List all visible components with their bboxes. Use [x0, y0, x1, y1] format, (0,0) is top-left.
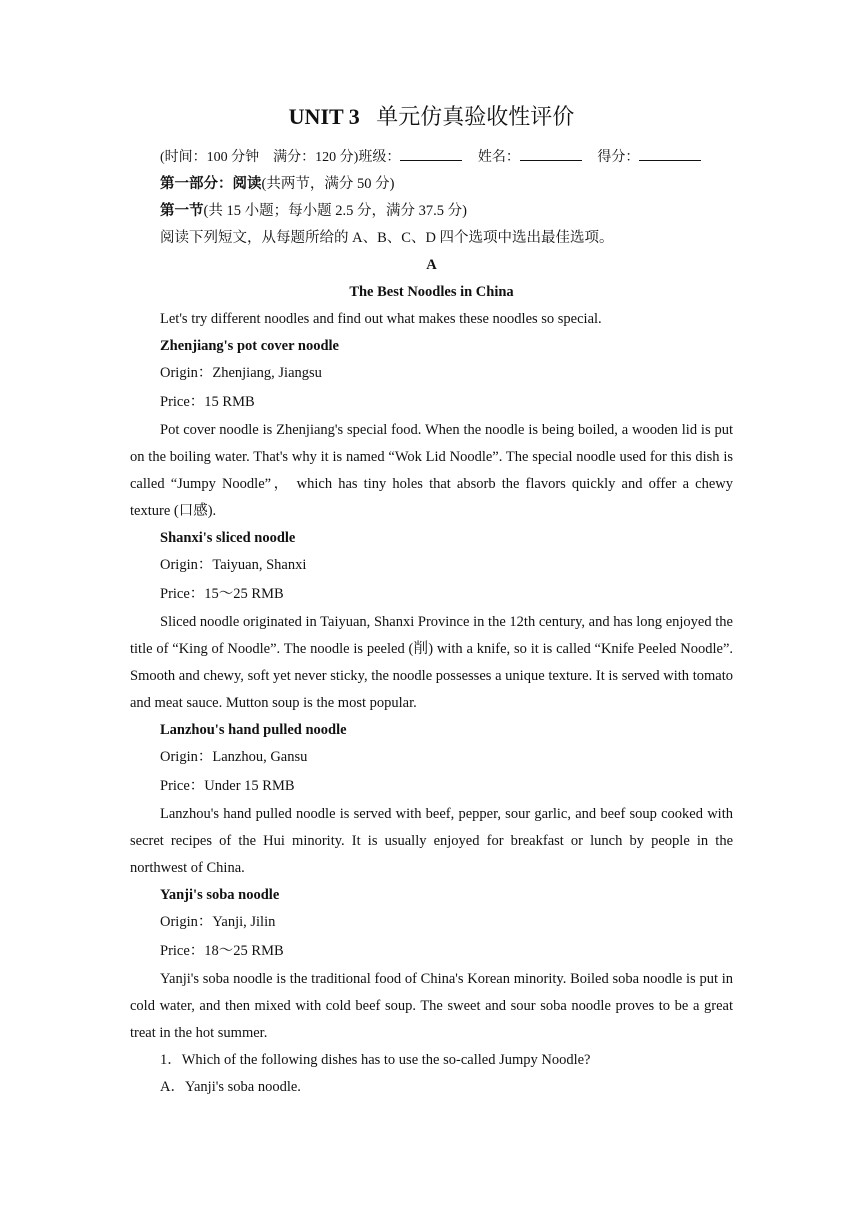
noodle-price: Price：15～25 RMB — [160, 586, 284, 602]
noodle-price: Price：18～25 RMB — [160, 943, 284, 959]
noodle-origin: Origin：Taiyuan, Shanxi — [160, 557, 307, 573]
page-title — [130, 100, 733, 134]
part-heading: 第一部分：阅读(共两节，满分 50 分) — [160, 176, 395, 192]
meta-time-class: (时间：100 分钟 满分：120 分)班级： — [160, 150, 401, 165]
question-1-option-a: A．Yanji's soba noodle. — [160, 1079, 301, 1095]
meta-score-label: 得分： — [597, 150, 640, 165]
passage-title: The Best Noodles in China — [349, 284, 514, 300]
noodle-origin: Origin：Lanzhou, Gansu — [160, 749, 308, 765]
noodle-description: Yanji's soba noodle is the traditional food of China's Korean minority. Boiled soba noodle is put in cold water, and then mixed with cold beef soup. The sweet and sour soba noodle proves to be a great treat in the hot summer. — [130, 971, 733, 1041]
noodle-name: Shanxi's sliced noodle — [160, 530, 296, 546]
exam-meta-line — [130, 144, 733, 171]
noodle-price: Price：15 RMB — [160, 394, 255, 410]
passage-intro: Let's try different noodles and find out what makes these noodles so special. — [160, 311, 602, 327]
title-chinese: 单元仿真验收性评价 — [376, 104, 575, 129]
noodle-origin: Origin：Yanji, Jilin — [160, 914, 276, 930]
noodle-origin: Origin：Zhenjiang, Jiangsu — [160, 365, 322, 381]
class-blank[interactable] — [400, 148, 462, 161]
score-blank[interactable] — [639, 148, 701, 161]
meta-name-label: 姓名： — [477, 150, 520, 165]
noodle-description: Lanzhou's hand pulled noodle is served with beef, pepper, sour garlic, and beef soup cooked with secret recipes of the Hui minority. It is usually enjoyed for breakfast or lunch by people in the northwest of China. — [130, 806, 733, 876]
instruction-text: 阅读下列短文，从每题所给的 A、B、C、D 四个选项中选出最佳选项。 — [160, 230, 614, 246]
noodle-name: Lanzhou's hand pulled noodle — [160, 722, 347, 738]
noodle-item — [130, 333, 733, 525]
noodle-description: Sliced noodle originated in Taiyuan, Shanxi Province in the 12th century, and has long enjoyed the title of “King of Noodle”. The noodle is peeled (削) with a knife, so it is called “Knife Peeled Noodle”. Smooth and chewy, soft yet never sticky, the noodle possesses a unique texture. It is served with tomato and meat sauce. Mutton soup is the most popular. — [130, 614, 733, 711]
noodle-price: Price：Under 15 RMB — [160, 778, 295, 794]
noodle-item — [130, 525, 733, 717]
noodle-item — [130, 717, 733, 882]
question-1: 1．Which of the following dishes has to use the so-called Jumpy Noodle? — [160, 1052, 591, 1068]
passage-letter: A — [426, 257, 437, 273]
noodle-name: Zhenjiang's pot cover noodle — [160, 338, 339, 354]
title-english: UNIT 3 — [288, 104, 360, 129]
section-heading: 第一节(共 15 小题；每小题 2.5 分，满分 37.5 分) — [160, 203, 467, 219]
document-page — [130, 100, 733, 1101]
noodle-description: Pot cover noodle is Zhenjiang's special food. When the noodle is being boiled, a wooden lid is put on the boiling water. That's why it is named “Wok Lid Noodle”. The special noodle used for this dish is called “Jumpy Noodle”， which has tiny holes that absorb the flavors quickly and offer a chewy texture (口感). — [130, 422, 733, 519]
noodle-item — [130, 882, 733, 1047]
name-blank[interactable] — [520, 148, 582, 161]
noodle-name: Yanji's soba noodle — [160, 887, 280, 903]
